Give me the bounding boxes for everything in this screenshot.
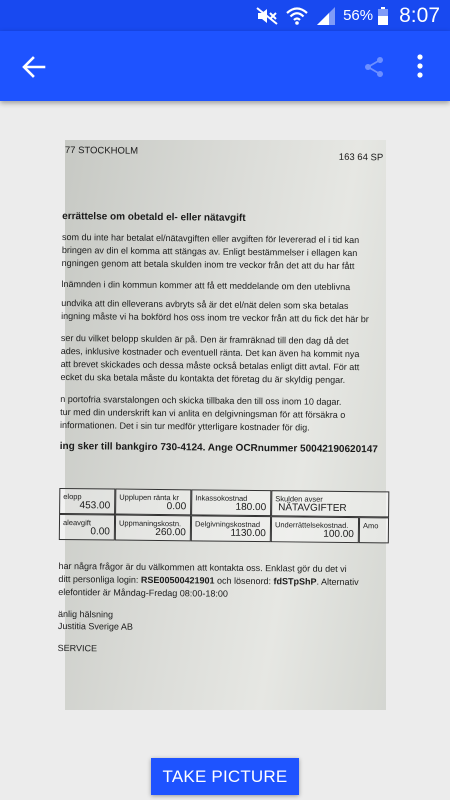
doc-line: informationen. Det i sin tur medför ytterligare kostnader för dig. [59, 419, 310, 433]
wifi-icon [285, 6, 309, 26]
table-cell: Delgivningskostnad 1130.00 [191, 515, 271, 542]
share-button[interactable] [362, 55, 386, 79]
battery-percent: 56% [343, 7, 374, 24]
captured-document-preview [57, 140, 386, 710]
doc-title: errättelse om obetald el- eller nätavgift [62, 210, 246, 224]
table-cell: Underrättelsekostnad. 100.00 [271, 516, 359, 543]
table-cell: Uppmaningskostn. 260.00 [115, 515, 191, 542]
more-vert-icon [408, 51, 432, 81]
doc-line: n portofria svarstalongen och skicka tillbaka den till oss inom 10 dagar. [60, 393, 342, 407]
login-code: RSE00500421901 [140, 574, 215, 586]
more-options-button[interactable] [408, 51, 432, 81]
closing-line: Justitia Sverige AB [57, 620, 134, 632]
doc-line: elefontider är Måndag-Fredag 08:00-18:00 [58, 586, 228, 599]
doc-line: ingning måste vi ha bokförd hos oss inom tre veckor från att du fick det här br [61, 310, 369, 325]
doc-header-left: 77 STOCKHOLM [64, 144, 139, 157]
document-content [59, 140, 386, 713]
take-picture-button[interactable]: TAKE PICTURE [151, 758, 299, 795]
doc-line: lnämnden i din kommun kommer att få ett meddelande om den uteblivna [61, 278, 351, 292]
doc-line: har några frågor är du välkommen att kontakta oss. Enklast gör du det vi [58, 560, 347, 574]
table-cell: Skulden avser NÄTAVGIFTER [271, 490, 389, 517]
back-button[interactable] [20, 53, 48, 81]
share-icon [362, 55, 386, 79]
battery-icon [377, 6, 389, 26]
service-line: SERVICE [57, 642, 98, 654]
clock: 8:07 [399, 3, 440, 27]
doc-line: undvika att din elleverans avbryts så är det el/nät delen som ska betalas [61, 297, 349, 311]
doc-line: ngningen genom att betala skulden inom tre veckor från det att du har fått [61, 257, 355, 272]
mute-icon [255, 6, 279, 26]
status-bar [0, 0, 450, 31]
doc-line: ser du vilket belopp skulden är på. Den är framräknad till den dag då det [60, 332, 349, 346]
doc-header-right: 163 64 SP [338, 151, 384, 164]
table-cell: Amo [359, 517, 389, 543]
doc-line: bringen av din el komma att stängas av. Enligt bestämmelser i ellagen kan [61, 244, 358, 259]
payment-line: ing sker till bankgiro 730-4124. Ange OCRnummer 50042190620147 [59, 440, 378, 456]
password: fdSTpShP [273, 576, 317, 587]
doc-line: ades, inklusive kostnader och eventuell ränta. Det kan även ha kommit nya [60, 345, 360, 360]
doc-line: ecket du ska betala måste du kontakta det företag du är skyldig pengar. [60, 371, 346, 385]
table-cell: elopp 453.00 [59, 488, 115, 515]
app-bar [0, 31, 450, 101]
table-cell: Upplupen ränta kr 0.00 [115, 489, 191, 516]
login-line: ditt personliga login: RSE00500421901 och lösenord: fdSTpShP. Alternativ [58, 573, 359, 588]
table-cell: Inkassokostnad 180.00 [191, 489, 271, 516]
debt-table [59, 488, 389, 541]
doc-line: tur med din underskrift kan vi anlita en delgivningsman för att försäkra o [60, 406, 346, 420]
signal-icon [315, 6, 337, 26]
back-arrow-icon [20, 53, 48, 81]
table-cell: aleavgift 0.00 [59, 514, 115, 541]
closing-line: änlig hälsning [57, 608, 114, 620]
doc-line: att brevet skickades och dessa måste också betalas enligt ditt avtal. För att [60, 358, 360, 373]
doc-line: som du inte har betalat el/nätavgiften eller avgiften för levererad el i tid kan [61, 231, 360, 246]
